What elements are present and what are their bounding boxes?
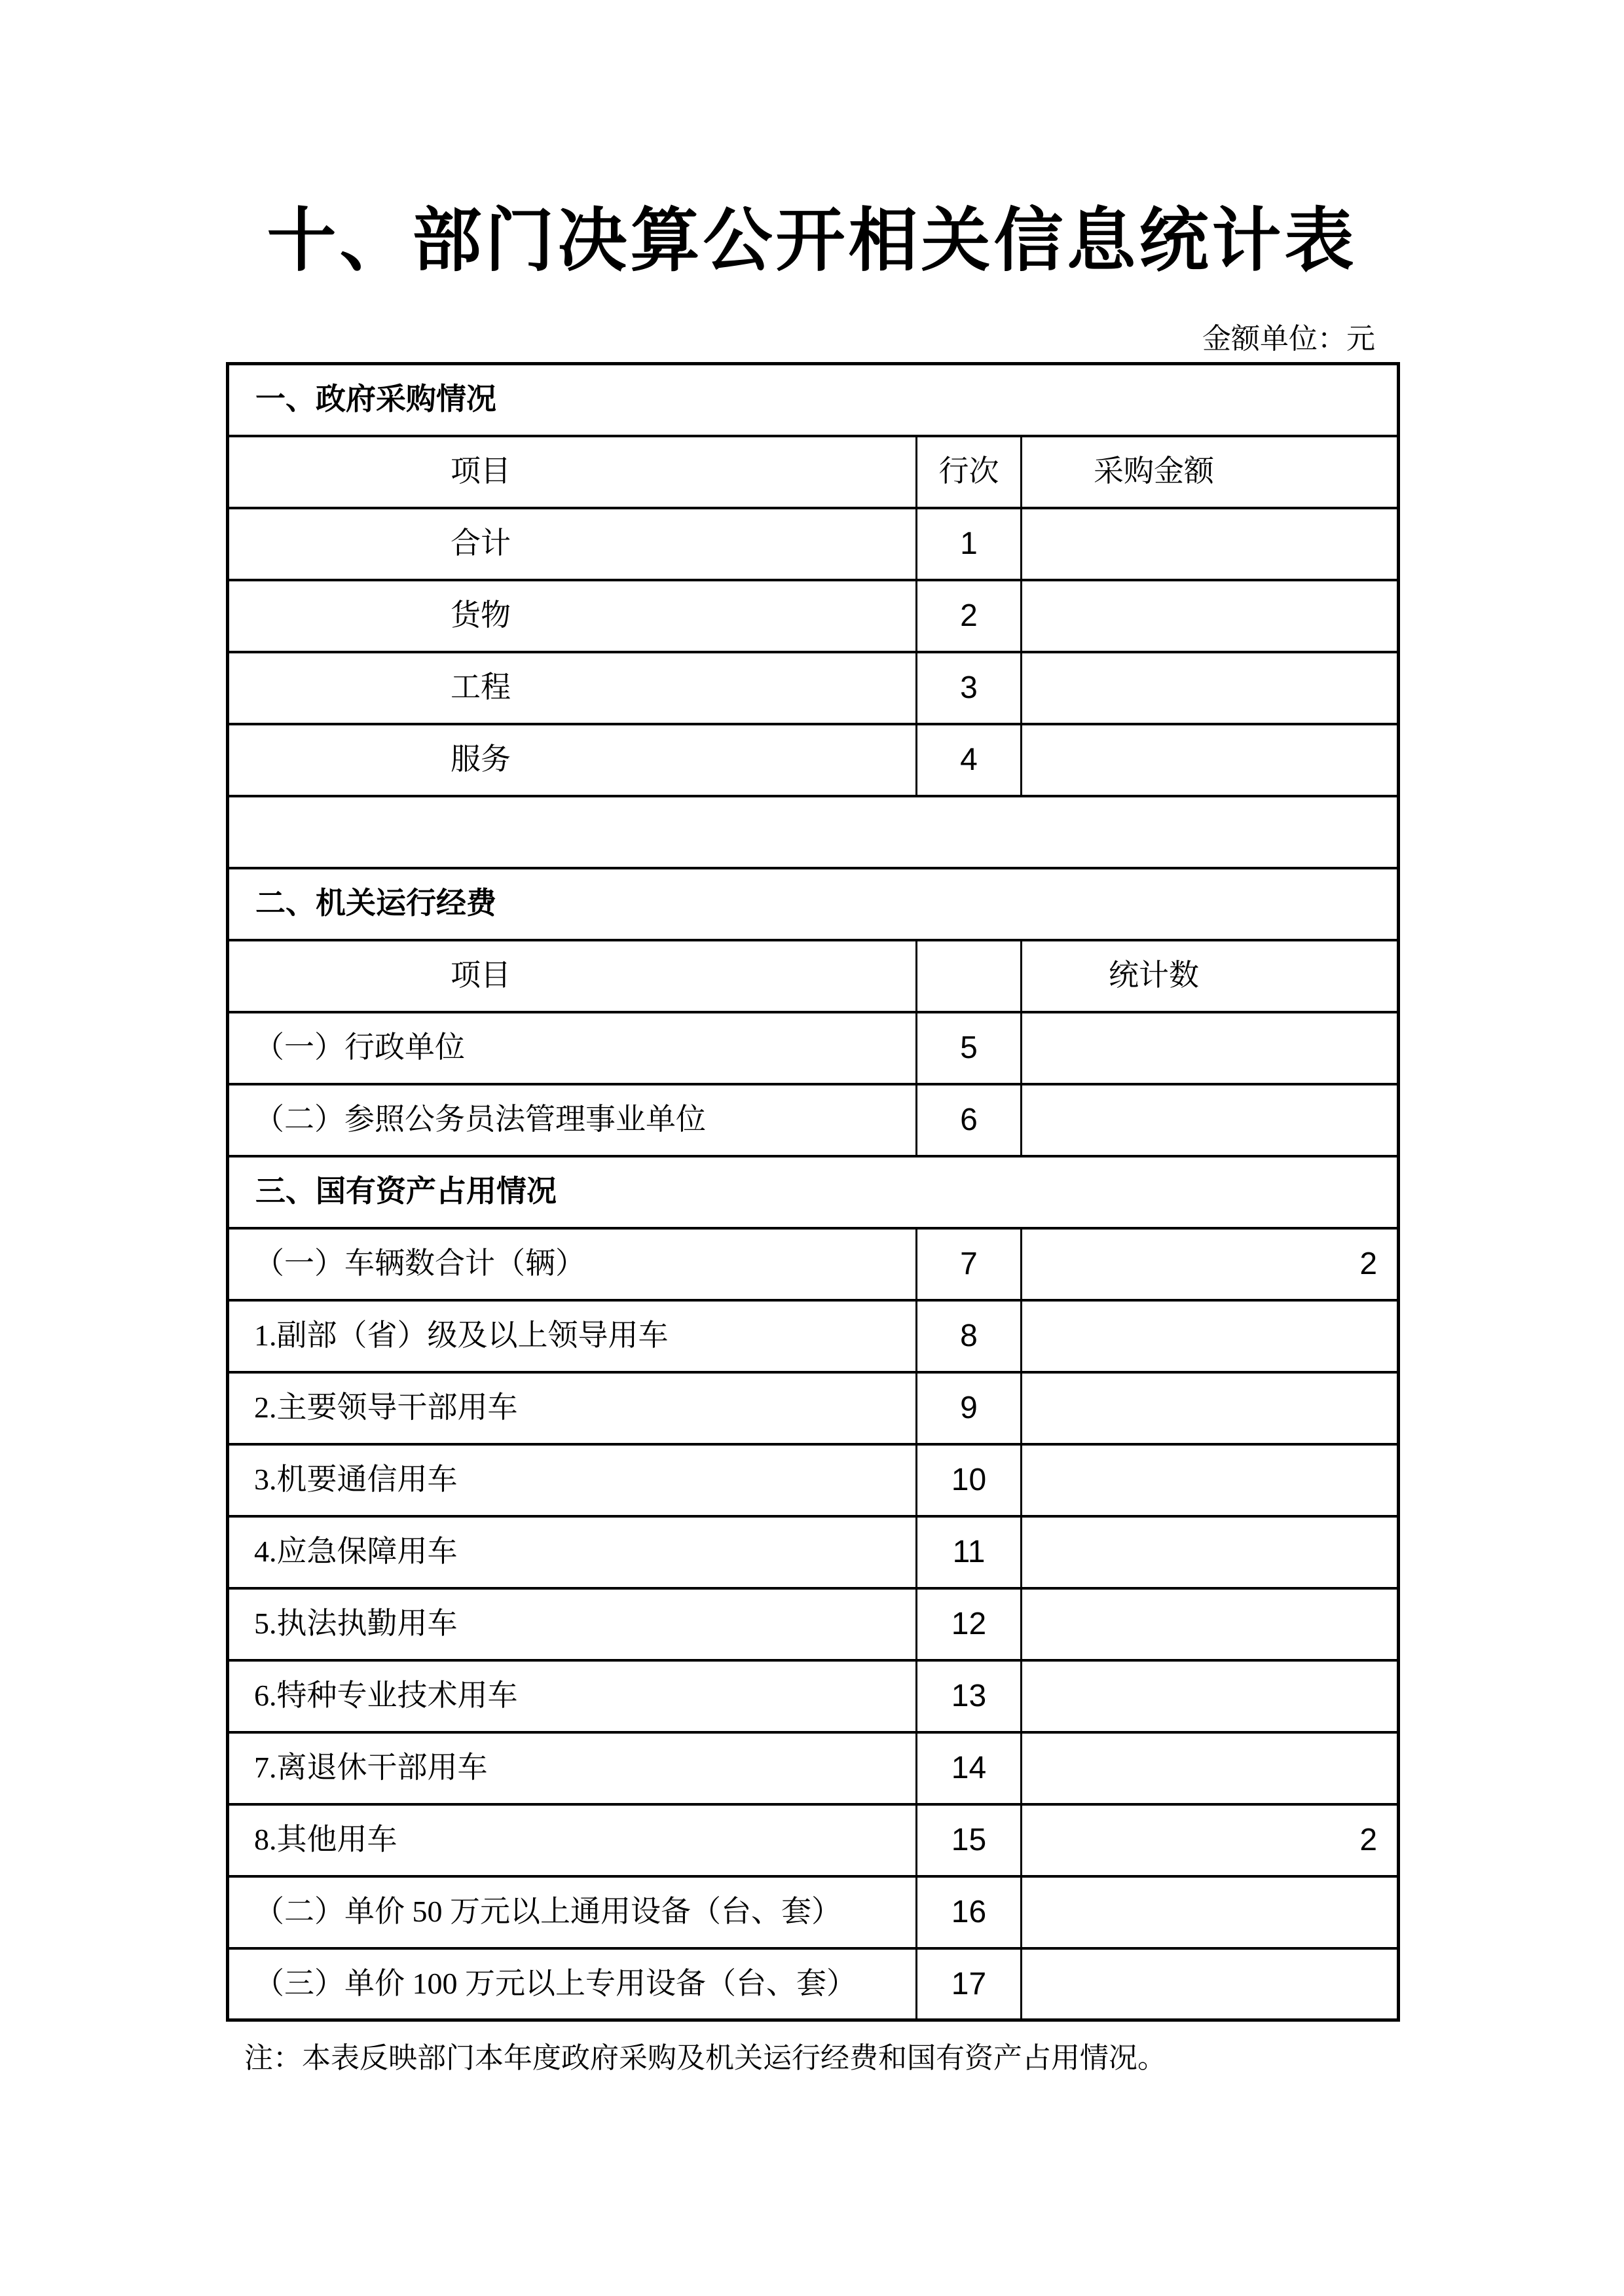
item-cell: 4.应急保障用车 (228, 1516, 917, 1588)
value-cell (1022, 580, 1399, 652)
table-row (228, 1876, 1399, 1948)
column-header-row (228, 436, 1399, 508)
table-row (228, 1948, 1399, 2020)
value-cell: 2 (1022, 1228, 1399, 1300)
item-cell: 服务 (228, 724, 917, 796)
value-cell (1022, 508, 1399, 580)
item-cell: 合计 (228, 508, 917, 580)
section-title: 三、国有资产占用情况 (228, 1156, 1399, 1228)
line-number-cell: 16 (917, 1876, 1022, 1948)
section-row (228, 868, 1399, 940)
table-row (228, 1228, 1399, 1300)
table-row (228, 652, 1399, 724)
amount-unit-label: 金额单位：元 (1202, 323, 1375, 355)
spacer-cell (228, 796, 1399, 868)
item-cell: 7.离退休干部用车 (228, 1732, 917, 1804)
value-cell (1022, 1372, 1399, 1444)
line-number-cell: 1 (917, 508, 1022, 580)
value-cell (1022, 1300, 1399, 1372)
line-number-cell: 12 (917, 1588, 1022, 1660)
table-row (228, 1588, 1399, 1660)
table-row (228, 1516, 1399, 1588)
table-row (228, 724, 1399, 796)
value-cell (1022, 1876, 1399, 1948)
spacer-row (228, 796, 1399, 868)
table-row (228, 1660, 1399, 1732)
item-cell: 货物 (228, 580, 917, 652)
item-cell: （一）车辆数合计（辆） (228, 1228, 917, 1300)
value-cell (1022, 652, 1399, 724)
line-number-cell: 17 (917, 1948, 1022, 2020)
item-cell: 3.机要通信用车 (228, 1444, 917, 1516)
section-row (228, 1156, 1399, 1228)
value-cell (1022, 1660, 1399, 1732)
item-cell: （三）单价 100 万元以上专用设备（台、套） (228, 1948, 917, 2020)
section-row (228, 364, 1399, 436)
statistics-table (226, 362, 1400, 2022)
value-cell (1022, 1948, 1399, 2020)
item-cell: 6.特种专业技术用车 (228, 1660, 917, 1732)
line-number-cell: 6 (917, 1084, 1022, 1156)
column-header-row (228, 940, 1399, 1012)
column-header-item: 项目 (228, 940, 917, 1012)
line-number-cell: 7 (917, 1228, 1022, 1300)
line-number-cell: 2 (917, 580, 1022, 652)
table-row (228, 1300, 1399, 1372)
table-row (228, 1012, 1399, 1084)
item-cell: （一）行政单位 (228, 1012, 917, 1084)
table-row (228, 508, 1399, 580)
table-row (228, 580, 1399, 652)
column-header-value: 采购金额 (1022, 436, 1399, 508)
value-cell (1022, 1516, 1399, 1588)
line-number-cell: 3 (917, 652, 1022, 724)
line-number-cell: 4 (917, 724, 1022, 796)
section-title: 二、机关运行经费 (228, 868, 1399, 940)
table-row (228, 1804, 1399, 1876)
item-cell: 2.主要领导干部用车 (228, 1372, 917, 1444)
item-cell: （二）单价 50 万元以上通用设备（台、套） (228, 1876, 917, 1948)
column-header-value: 统计数 (1022, 940, 1399, 1012)
column-header-line: 行次 (917, 436, 1022, 508)
value-cell (1022, 724, 1399, 796)
value-cell (1022, 1444, 1399, 1516)
line-number-cell: 9 (917, 1372, 1022, 1444)
column-header-item: 项目 (228, 436, 917, 508)
line-number-cell: 14 (917, 1732, 1022, 1804)
page-title: 十、部门决算公开相关信息统计表 (267, 203, 1357, 280)
item-cell: （二）参照公务员法管理事业单位 (228, 1084, 917, 1156)
value-cell (1022, 1012, 1399, 1084)
table-row (228, 1372, 1399, 1444)
table-row (228, 1732, 1399, 1804)
value-cell (1022, 1084, 1399, 1156)
item-cell: 1.副部（省）级及以上领导用车 (228, 1300, 917, 1372)
item-cell: 5.执法执勤用车 (228, 1588, 917, 1660)
value-cell (1022, 1732, 1399, 1804)
section-title: 一、政府采购情况 (228, 364, 1399, 436)
line-number-cell: 15 (917, 1804, 1022, 1876)
column-header-line (917, 940, 1022, 1012)
line-number-cell: 10 (917, 1444, 1022, 1516)
value-cell: 2 (1022, 1804, 1399, 1876)
item-cell: 8.其他用车 (228, 1804, 917, 1876)
item-cell: 工程 (228, 652, 917, 724)
line-number-cell: 13 (917, 1660, 1022, 1732)
line-number-cell: 11 (917, 1516, 1022, 1588)
value-cell (1022, 1588, 1399, 1660)
table-note: 注：本表反映部门本年度政府采购及机关运行经费和国有资产占用情况。 (244, 2042, 1166, 2074)
line-number-cell: 5 (917, 1012, 1022, 1084)
table-row (228, 1444, 1399, 1516)
table-row (228, 1084, 1399, 1156)
line-number-cell: 8 (917, 1300, 1022, 1372)
